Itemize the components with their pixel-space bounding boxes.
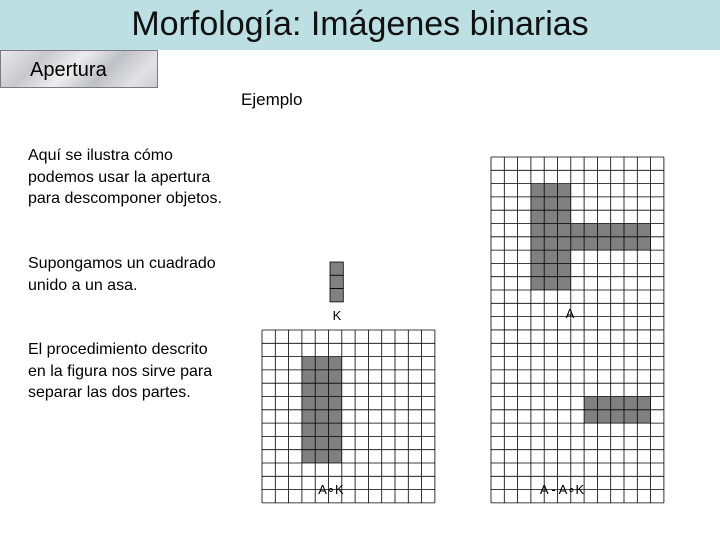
filled-pixel	[624, 237, 637, 250]
filled-pixel	[329, 397, 342, 410]
filled-pixel	[315, 423, 328, 436]
slide-title: Morfología: Imágenes binarias	[131, 5, 589, 43]
filled-pixel	[637, 237, 650, 250]
filled-pixel	[315, 436, 328, 449]
filled-pixel	[558, 224, 571, 237]
filled-pixel	[624, 224, 637, 237]
filled-pixel	[302, 410, 315, 423]
kernel-pixel	[330, 275, 343, 288]
caption-a-minus-aok: A - A∘K	[539, 482, 585, 497]
filled-pixel	[531, 263, 544, 276]
filled-pixel	[329, 357, 342, 370]
filled-pixel	[544, 250, 557, 263]
filled-pixel	[329, 410, 342, 423]
filled-pixel	[302, 450, 315, 463]
grid-panel-a-minus-aok	[491, 330, 664, 503]
filled-pixel	[637, 224, 650, 237]
filled-pixel	[531, 250, 544, 263]
filled-pixel	[302, 357, 315, 370]
filled-pixel	[544, 184, 557, 197]
filled-pixel	[531, 224, 544, 237]
filled-pixel	[329, 423, 342, 436]
filled-pixel	[329, 370, 342, 383]
filled-pixel	[315, 383, 328, 396]
filled-pixel	[302, 423, 315, 436]
filled-pixel	[558, 277, 571, 290]
filled-pixel	[329, 450, 342, 463]
filled-pixel	[584, 224, 597, 237]
filled-pixel	[302, 397, 315, 410]
filled-pixel	[531, 237, 544, 250]
filled-pixel	[597, 224, 610, 237]
filled-pixel	[584, 410, 597, 423]
filled-pixel	[302, 436, 315, 449]
filled-pixel	[329, 436, 342, 449]
grid-panel-a	[491, 157, 664, 330]
filled-pixel	[637, 410, 650, 423]
filled-pixel	[558, 263, 571, 276]
grid-panel-a-open-k	[262, 330, 435, 503]
filled-pixel	[531, 184, 544, 197]
filled-pixel	[544, 197, 557, 210]
paragraph-intro: Aquí se ilustra cómo podemos usar la apertura para descomponer objetos.	[28, 147, 222, 207]
filled-pixel	[531, 197, 544, 210]
filled-pixel	[302, 383, 315, 396]
filled-pixel	[315, 450, 328, 463]
filled-pixel	[597, 410, 610, 423]
filled-pixel	[611, 224, 624, 237]
filled-pixel	[544, 210, 557, 223]
kernel-pixel	[330, 289, 343, 302]
filled-pixel	[544, 263, 557, 276]
example-label: Ejemplo	[241, 90, 303, 109]
paragraph-procedure: El procedimiento descrito en la figura nos sirve para separar las dos partes.	[28, 341, 213, 401]
filled-pixel	[584, 397, 597, 410]
filled-pixel	[611, 237, 624, 250]
grid-background	[262, 330, 435, 503]
filled-pixel	[544, 277, 557, 290]
filled-pixel	[597, 397, 610, 410]
caption-a: A	[565, 306, 575, 321]
filled-pixel	[558, 197, 571, 210]
caption-a-open-k: A∘K	[318, 482, 344, 497]
filled-pixel	[315, 357, 328, 370]
paragraph-setup: Supongamos un cuadrado unido a un asa.	[28, 255, 216, 294]
filled-pixel	[597, 237, 610, 250]
filled-pixel	[315, 370, 328, 383]
filled-pixel	[637, 397, 650, 410]
filled-pixel	[302, 370, 315, 383]
filled-pixel	[611, 410, 624, 423]
section-tab-label: Apertura	[30, 59, 107, 81]
filled-pixel	[624, 397, 637, 410]
filled-pixel	[531, 210, 544, 223]
filled-pixel	[531, 277, 544, 290]
filled-pixel	[558, 237, 571, 250]
filled-pixel	[584, 237, 597, 250]
filled-pixel	[558, 250, 571, 263]
filled-pixel	[315, 397, 328, 410]
filled-pixel	[558, 210, 571, 223]
filled-pixel	[624, 410, 637, 423]
filled-pixel	[611, 397, 624, 410]
structuring-element-k	[330, 262, 343, 323]
filled-pixel	[571, 224, 584, 237]
filled-pixel	[315, 410, 328, 423]
filled-pixel	[544, 237, 557, 250]
filled-pixel	[544, 224, 557, 237]
caption-k: K	[332, 308, 342, 323]
filled-pixel	[329, 383, 342, 396]
filled-pixel	[558, 184, 571, 197]
filled-pixel	[571, 237, 584, 250]
kernel-pixel	[330, 262, 343, 275]
